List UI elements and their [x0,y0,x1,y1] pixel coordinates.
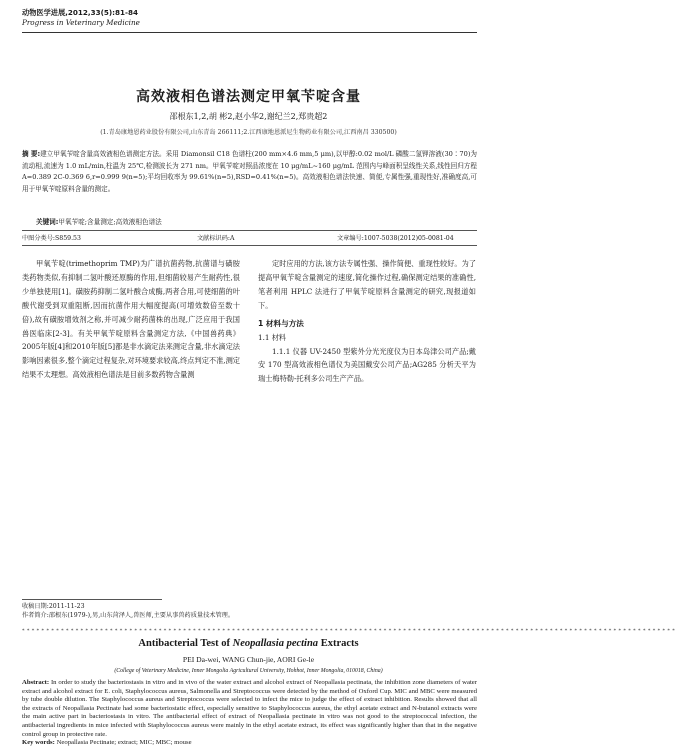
body-column-right [258,257,476,386]
keywords-en-text: Neopallasia Pectinate; extract; MIC; MBC; mouse [56,739,192,747]
meta-top-rule [22,230,477,231]
subsection-heading: 1.1 材料 [258,332,287,342]
abstract-en-text: In order to study the bacteriostasis in vitro and in vivo of the water extract and alcohol extract of Neopallasia pectinata, the inhibition zone diameters of water extract and alcohol extract for E. coli, Staphylococcus aureus, Salmonella and Streptococcus were detected by the method of Oxford Cup. MIC and MBC were measured by tube double dilution. The Staphylococcus aureus and Streptococcus were selected to infect the mice to judge the effect of extract inhibition. Results showed that all the extracts of Neopallasia Pectinate had some bacteriostatic effect, especially sensitive to Staphylococcus aureus, the ethyl acetate extract and N-butanol extracts were the main active part in bacteriostasis in vitro. The antibacterial effect of extract of Neopallasia pectinate in vitro was not good to the streptococcal infection, the antibacterial ingredients in mice infected with Staphylococcus aureus were mainly in the ethyl acetate extract, its effect was significantly higher than that in the negative control group in protective rate. [22,679,477,738]
meta-bottom-rule [22,245,477,246]
title-en-species: Neopallasia pectina [232,638,319,649]
body-paragraph: 定时应用的方法,该方法专属性强、操作简便、重现性较好。为了提高甲氧苄啶含量测定的速度,简化操作过程,确保测定结果的准确性,笔者利用 HPLC 法进行了甲氧苄啶原料含量测定的研究,现报道如下。 [258,259,476,310]
keywords-cn [36,216,162,226]
abstract-cn-text: 建立甲氧苄啶含量高效液相色谱测定方法。采用 Diamonsil C18 色谱柱(200 mm×4.6 mm,5 μm),以甲醇:0.02 mol/L 磷酸二氢钾溶液(30∶70)为流动相,流速为 1.0 mL/min,柱温为 25℃,检测波长为 271 nm。甲氧苄啶对照品浓度在 10 μg/mL~160 μg/mL 范围内与峰面积呈线性关系,线性回归方程 A=0.389 2C-0.369 6,r=0.999 9(n=5);平均回收率为 99.61%(n=5),RSD=0.41%(n=5)。高效液相色谱法快速、简便,专属性强,重现性好,准确度高,可用于甲氧苄啶原料含量的测定。 [22,150,477,193]
authors-en: PEI Da-wei, WANG Chun-jie, AORI Ge-le [182,655,315,664]
title-en-part1: Antibacterial Test of [138,638,233,649]
authors-cn: 邵根东1,2,胡 彬2,赵小华2,谢纪兰2,郑贵超2 [169,112,328,121]
document-code: 文献标识码:A [197,235,235,242]
header-rule [22,32,477,33]
star-divider: * * * * * * * * * * * * * * * * * * * * * * * * * * * * * * * * * * * * * * * * * * * * * * * * * * * * * * * * * * * * * * * * * * * * * * * * * * * * * * * * * * * * * * * * * * * * * * * * * * * * * * * * * * * * * * * * * * * * * * * * * * * * * * * * * * * * * * [22,628,675,634]
running-head [22,8,140,28]
body-paragraph-instruments: 1.1.1 仪器 UV-2450 型紫外分光光度仪为日本岛津公司产品;戴安 170 型高效液相色谱仪为美国戴安公司产品;AG285 分析天平为瑞士梅特勒-托利多公司生产产品。 [258,346,476,384]
article-number: 文章编号:1007-5038(2012)05-0081-04 [337,235,454,242]
footnote-rule [22,599,162,600]
author-bio: 作者简介:邵根东(1979-),男,山东菏泽人,兽医师,主要从事兽药质量技术管理。 [22,612,235,619]
keywords-cn-label: 关键词: [36,218,59,226]
affiliation-en: (College of Veterinary Medicine, Inner Mongolia Agricultural University, Hohhot, Inner Mongolia, 010018, China) [114,668,383,674]
journal-citation: 动物医学进展,2012,33(5):81-84 [22,8,139,17]
section-heading: 1 材料与方法 [258,318,304,328]
keywords-cn-text: 甲氧苄啶;含量测定;高效液相色谱法 [58,218,162,226]
body-column-left: 甲氧苄啶(trimethoprim TMP)为广谱抗菌药物,抗菌谱与磺胺类药物类似,有抑制二氢叶酸还原酶的作用,但细菌较易产生耐药性,很少单独使用[1]。磺胺药抑制二氢叶酸合成酶,两者合用,可使细菌的叶酸代谢受到双重阻断,因而抗菌作用大幅度提高(可增效数倍至数十倍),故有磺胺增效剂之称,并可减少耐药菌株的出现,广泛应用于我国兽医临床[2-3]。有关甲氧苄啶原料含量测定方法,《中国兽药典》2005年版[4]和2010年版[5]都是非水滴定法来测定含量,非水滴定法影响因素很多,整个滴定过程复杂,对环境要求较高,终点判定不准,测定结果不太理想。高效液相色谱法是目前多数药物含量测 [22,259,240,380]
abstract-en [22,679,477,747]
footnote [22,602,477,620]
clc-number: 中图分类号:S859.53 [22,235,81,242]
article-title-en [0,638,497,649]
journal-name-en: Progress in Veterinary Medicine [22,18,140,27]
affiliation-cn: (1.青岛康地恩药业股份有限公司,山东青岛 266111;2.江西康地恩派尼生物药业有限公司,江西南昌 330500) [100,129,397,136]
abstract-en-label: Abstract: [22,679,50,686]
keywords-en-label: Key words: [22,739,55,747]
article-title-cn: 高效液相色谱法测定甲氧苄啶含量 [136,89,361,105]
abstract-cn [22,149,477,195]
abstract-cn-label: 摘 要: [22,150,41,158]
received-date: 收稿日期:2011-11-23 [22,603,85,610]
keywords-en [22,739,477,748]
title-en-part2: Extracts [318,638,359,649]
